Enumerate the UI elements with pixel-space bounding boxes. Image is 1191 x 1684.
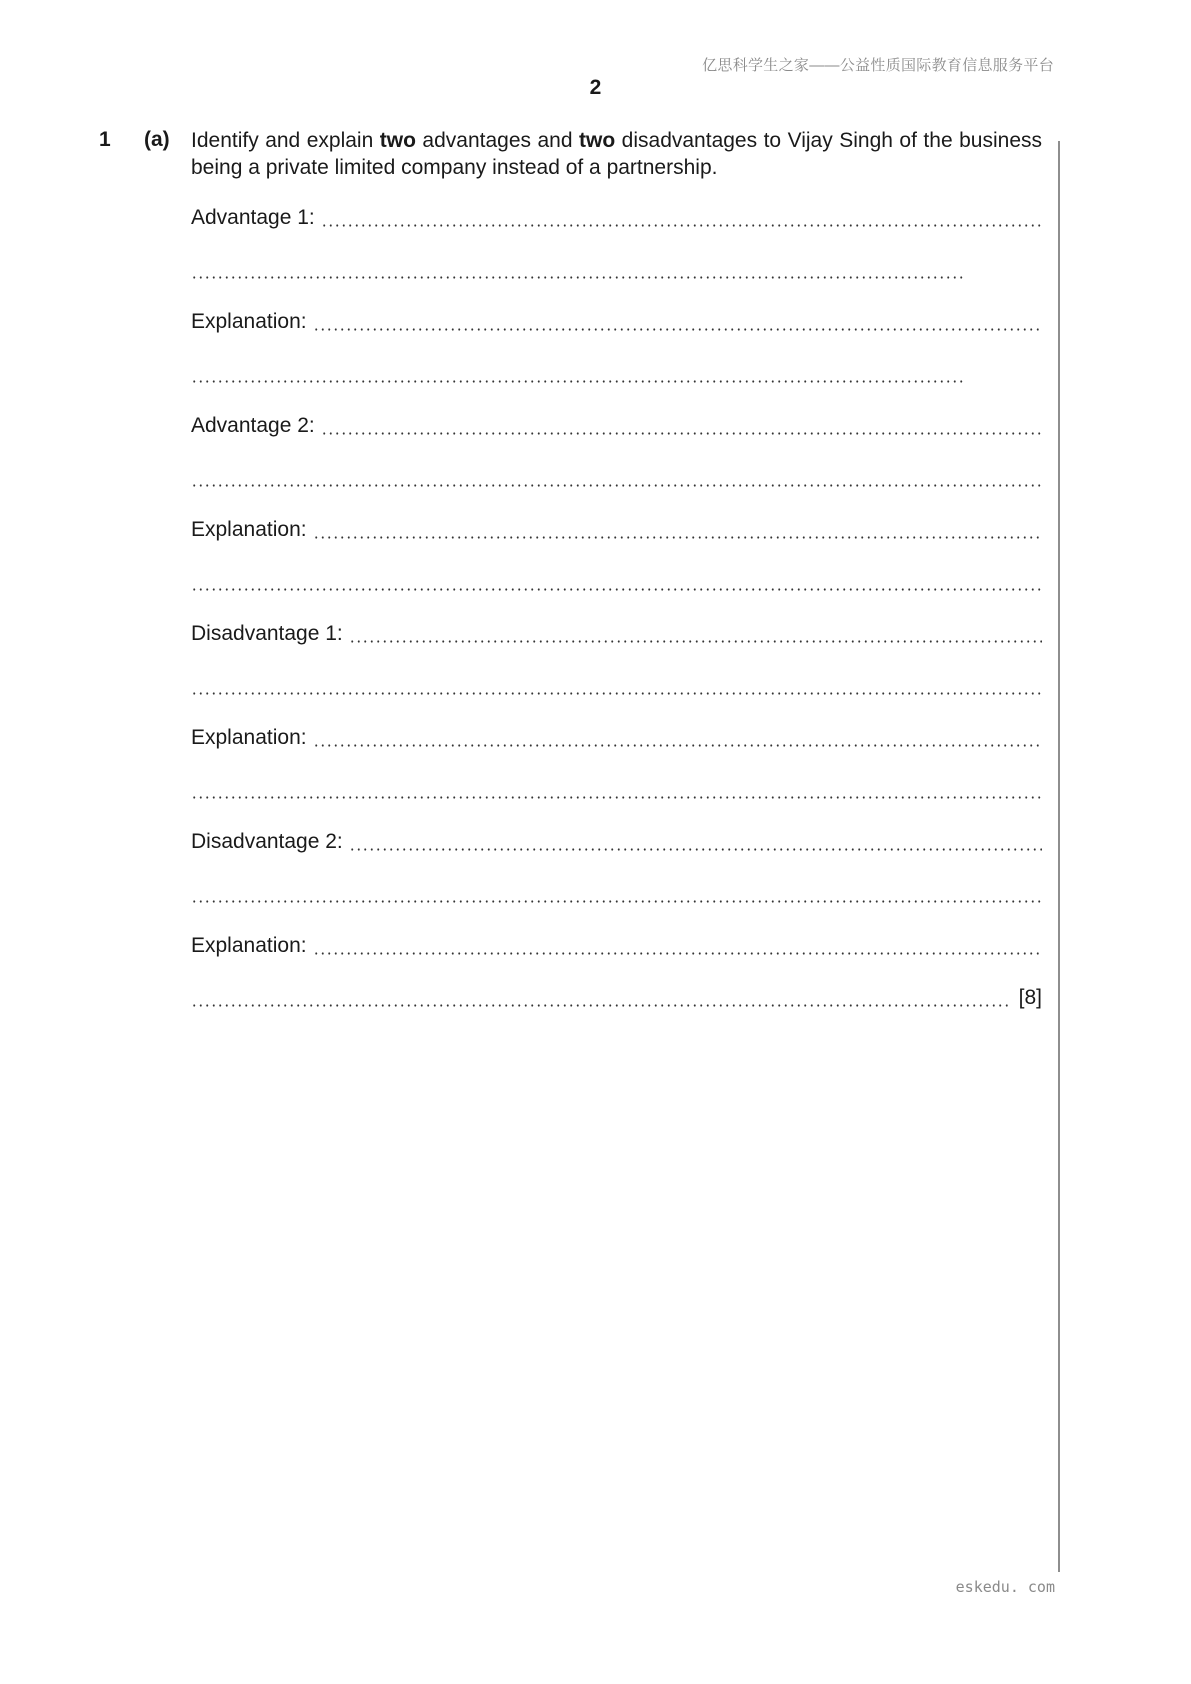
answer-line[interactable] [191,205,1042,231]
answer-line[interactable] [191,777,1042,803]
answer-line[interactable] [191,933,1042,959]
answer-line-label: Disadvantage 2: [191,830,343,853]
dotted-answer-rule [349,640,1042,643]
dotted-answer-rule [313,536,1042,539]
dotted-answer-rule [191,1004,1011,1007]
dotted-answer-rule [191,900,1042,903]
answer-area [191,205,1042,1037]
dotted-answer-rule [313,952,1042,955]
answer-line[interactable] [191,621,1042,647]
dotted-answer-rule [191,692,1042,695]
answer-line[interactable] [191,361,1042,387]
dotted-answer-rule [191,276,966,279]
dotted-answer-rule [191,588,1042,591]
question-text-emphasis: two [579,129,616,152]
question-part-label: (a) [144,128,170,151]
answer-line-label: Explanation: [191,934,307,957]
dotted-answer-rule [321,432,1042,435]
answer-line-label: Advantage 1: [191,206,315,229]
answer-line-label: Explanation: [191,518,307,541]
dotted-answer-rule [349,848,1042,851]
answer-line-label: Explanation: [191,310,307,333]
footer-watermark-text: eskedu. com [955,1578,1055,1596]
answer-line[interactable] [191,465,1042,491]
answer-line-label: Explanation: [191,726,307,749]
answer-line[interactable] [191,517,1042,543]
answer-line[interactable] [191,725,1042,751]
header-watermark-text: 亿思科学生之家——公益性质国际教育信息服务平台 [702,57,1054,74]
answer-line[interactable] [191,985,1042,1011]
question-text [191,127,1042,181]
question-text-segment: advantages and [415,129,580,152]
question-text-segment: disadvantages to Vijay Singh of the business being a private limited company instead of a partnership. [191,129,1042,179]
dotted-answer-rule [191,796,1042,799]
right-margin-rule [1058,141,1060,1572]
answer-line[interactable] [191,413,1042,439]
answer-line[interactable] [191,881,1042,907]
dotted-answer-rule [191,380,966,383]
marks-allocation: [8] [1018,986,1042,1009]
page-number: 2 [589,76,602,99]
answer-line-label: Advantage 2: [191,414,315,437]
question-text-segment: Identify and explain [191,129,380,152]
answer-line[interactable] [191,673,1042,699]
answer-line[interactable] [191,829,1042,855]
answer-line-label: Disadvantage 1: [191,622,343,645]
dotted-answer-rule [321,224,1042,227]
answer-line[interactable] [191,257,1042,283]
answer-line[interactable] [191,569,1042,595]
dotted-answer-rule [191,484,1042,487]
dotted-answer-rule [313,328,1042,331]
question-number: 1 [99,128,111,151]
question-text-emphasis: two [379,129,416,152]
dotted-answer-rule [313,744,1042,747]
answer-line[interactable] [191,309,1042,335]
